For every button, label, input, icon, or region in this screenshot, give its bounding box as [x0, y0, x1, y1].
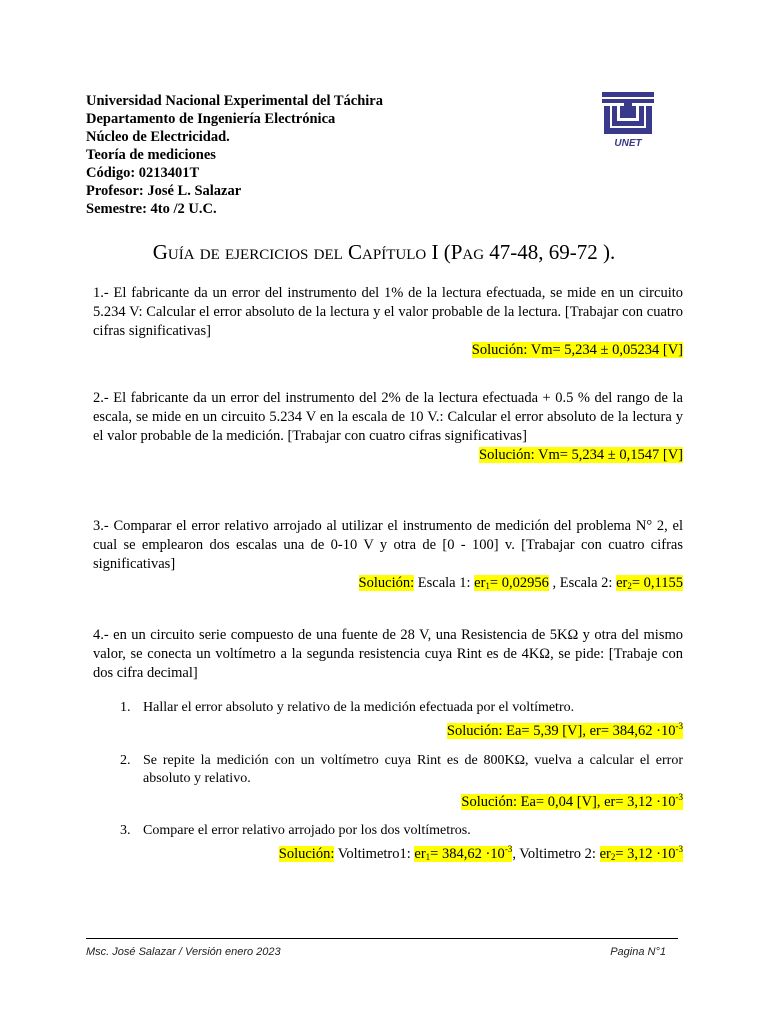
- voltmeter-1-er: $er_1= 384,62 \cdot 10^{-3}$: [414, 844, 513, 862]
- item-1-solution: Solución: Ea= 5,39 [V], $er= 384,62 \cdot 10^{-3}$: [446, 721, 683, 739]
- semester-info: Semestre: 4to /2 U.C.: [86, 201, 217, 217]
- er2-value: $er_2= 0,1155$: [616, 575, 683, 591]
- problem-4-item-3: 3. Compare el error relativo arrojado por los dos voltímetros. Solución: Voltimetro1: $er_1= 384,62 \cdot 10^{-3}$, Voltimetro 2: $er_2= 3,12 \cdot 10^{-3}$: [120, 822, 683, 867]
- item-3-solution: Solución: Voltimetro1: $er_1= 384,62 \cdot 10^{-3}$, Voltimetro 2: $er_2= 3,12 \cdot 10^{-3}$: [278, 844, 683, 862]
- problem-4-text: 4.- en un circuito serie compuesto de una fuente de 28 V, una Resistencia de 5KΩ y otra del mismo valor, se conecta un voltímetro a la segunda resistencia cuya Rint es de 4KΩ, se pide: [Trabaje con dos cifra decimal]: [93, 627, 683, 681]
- page-title: Guía de ejercicios del Capítulo I (Pag 47-48, 69-72 ).: [152, 240, 616, 264]
- voltmeter-2-er: $er_2= 3,12 \cdot 10^{-3}$: [599, 844, 683, 862]
- department-name: Departamento de Ingeniería Electrónica: [86, 111, 336, 127]
- problem-2-solution: Solución: Vm= 5,234 ± 0,1547 [V]: [479, 447, 683, 463]
- professor-name: Profesor: José L. Salazar: [86, 183, 242, 199]
- footer-divider: [86, 938, 678, 939]
- item-2-solution: Solución: Ea= 0,04 [V], $er= 3,12 \cdot 10^{-3}$: [461, 792, 683, 810]
- problem-2-text: 2.- El fabricante da un error del instrumento del 2% de la lectura efectuada + 0.5 % del rango de la escala, se mide en un circuito 5.234 V en la escala de 10 V.: Calcular el error absoluto de la lectura y el valor probable de la medición. [Trabajar con cuatro cifras significativas]: [93, 390, 683, 444]
- solution-label: Solución:: [358, 575, 415, 591]
- problem-3: [93, 517, 683, 596]
- course-code: Código: 0213401T: [86, 165, 200, 181]
- unet-logo: [600, 90, 656, 148]
- problem-2: [93, 389, 683, 465]
- problem-4-item-1: 1. Hallar el error absoluto y relativo de la medición efectuada por el voltímetro. Solución: Ea= 5,39 [V], $er= 384,62 \cdot 10^{-3}$: [120, 700, 683, 739]
- problem-1-text: 1.- El fabricante da un error del instrumento del 1% de la lectura efectuada, se mide en un circuito 5.234 V: Calcular el error absoluto de la lectura y el valor probable de la lectura. [Trabajar con cuatro cifras significativas]: [93, 285, 683, 339]
- course-name: Teoría de mediciones: [86, 147, 216, 163]
- institution-header: [86, 92, 383, 218]
- problem-3-solution: [93, 574, 683, 596]
- problem-3-text: 3.- Comparar el error relativo arrojado al utilizar el instrumento de medición del problema N° 2, el cual se emplearon dos escalas una de 0-10 V y otra de [0 - 100] v. [Trabajar con cuatro cifras significativas]: [93, 518, 683, 572]
- scale-2-label: , Escala 2:: [548, 575, 617, 591]
- er1-value: $er_1= 0,02956$: [474, 575, 549, 591]
- problem-1-solution: Solución: Vm= 5,234 ± 0,05234 [V]: [471, 342, 683, 358]
- scale-1-label: Escala 1:: [414, 575, 475, 591]
- footer-page-number: Pagina N°1: [610, 946, 666, 958]
- problem-4-item-2: 2. Se repite la medición con un voltímetro cuya Rint es de 800KΩ, vuelva a calcular el error absoluto y relativo. Solución: Ea= 0,04 [V], $er= 3,12 \cdot 10^{-3}$: [120, 753, 683, 810]
- logo-text: UNET: [614, 138, 642, 148]
- university-name: Universidad Nacional Experimental del Táchira: [86, 93, 383, 109]
- footer-author: Msc. José Salazar / Versión enero 2023: [86, 946, 281, 958]
- problem-1: [93, 284, 683, 360]
- nucleus-name: Núcleo de Electricidad.: [86, 129, 230, 145]
- problem-4: [93, 626, 683, 683]
